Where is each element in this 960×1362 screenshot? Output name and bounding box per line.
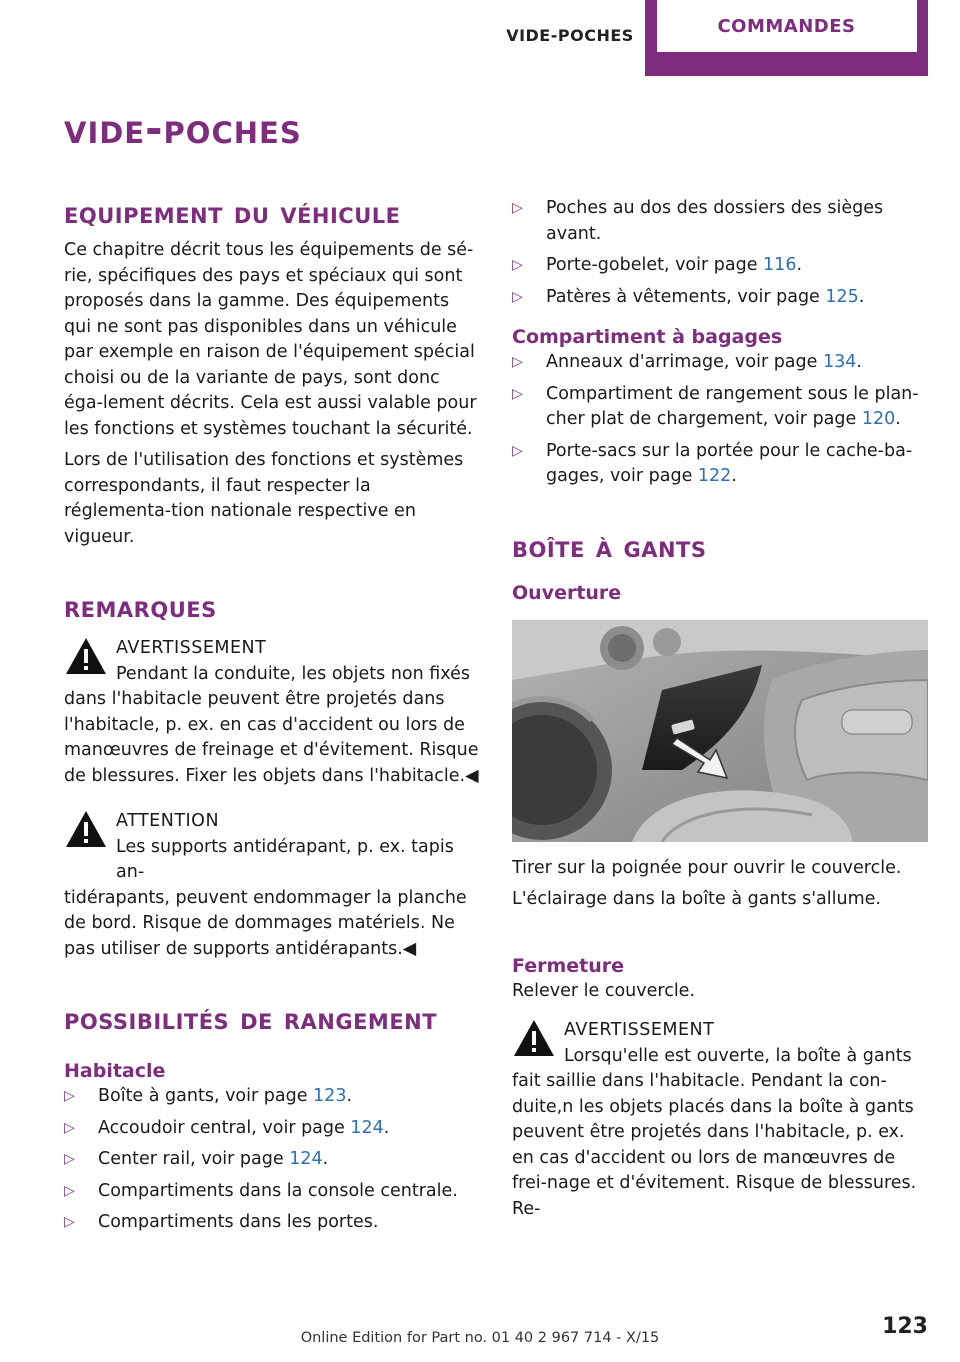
- left-column: [64, 196, 480, 1242]
- list-item: ▷ Patères à vêtements, voir page 125.: [512, 285, 928, 311]
- habitacle-list-continued: [512, 196, 928, 310]
- warning-2-first-line: Les supports antidérapant, p. ex. tapis an‐: [116, 836, 454, 882]
- list-item: ▷ Accoudoir central, voir page 124.: [64, 1116, 480, 1142]
- habitacle-heading: Habitacle: [64, 1060, 166, 1082]
- fermeture-heading: Fermeture: [512, 954, 625, 977]
- right-column: [512, 196, 928, 1222]
- header-tab-chapter-label: COMMANDES: [657, 0, 917, 52]
- warning-box-2: [64, 809, 480, 962]
- equipment-paragraph-2: Lors de l'utilisation des fonctions et systèmes correspondants, il faut respecter la réglementa‐tion nationale respective en vigueur.: [64, 450, 464, 547]
- warning-box-3: [512, 1018, 928, 1222]
- page-title: vide-poches: [64, 104, 302, 153]
- warning-1-first-line: Pendant la conduite, les objets non fixés: [116, 663, 470, 684]
- list-item: ▷ Porte-sacs sur la portée pour le cache-ba‐gages, voir page 122.: [512, 440, 913, 486]
- warning-triangle-icon: [64, 809, 108, 849]
- page-number: 123: [882, 1314, 928, 1339]
- bagages-list: [512, 350, 928, 490]
- bullet-triangle-icon: ▷: [512, 354, 523, 370]
- bullet-triangle-icon: ▷: [64, 1151, 75, 1167]
- bullet-triangle-icon: ▷: [512, 442, 523, 459]
- ouverture-paragraph-1: Tirer sur la poignée pour ouvrir le couvercle.: [512, 857, 902, 878]
- list-item: ▷ Boîte à gants, voir page 123.: [64, 1084, 480, 1110]
- page-link[interactable]: 124: [289, 1149, 323, 1169]
- page-link[interactable]: 123: [313, 1086, 347, 1106]
- page-link[interactable]: 116: [763, 255, 797, 275]
- bullet-triangle-icon: ▷: [64, 1119, 75, 1136]
- bullet-triangle-icon: ▷: [512, 257, 523, 273]
- warning-triangle-icon: [64, 636, 108, 676]
- warning-box-1: [64, 636, 480, 789]
- warning-2-title: ATTENTION: [116, 811, 220, 831]
- warning-3-title: AVERTISSEMENT: [564, 1020, 715, 1040]
- bullet-triangle-icon: ▷: [512, 200, 523, 216]
- list-item: ▷ Anneaux d'arrimage, voir page 134.: [512, 350, 928, 376]
- warning-triangle-icon: [512, 1018, 556, 1058]
- bullet-triangle-icon: ▷: [64, 1214, 75, 1230]
- warning-3-first-line: Lorsqu'elle est ouverte, la boîte à gants: [564, 1045, 912, 1066]
- list-item: ▷ Poches au dos des dossiers des sièges avant.: [512, 198, 884, 244]
- bullet-triangle-icon: ▷: [512, 385, 523, 402]
- habitacle-list: [64, 1084, 480, 1236]
- list-item: ▷ Compartiments dans les portes.: [64, 1210, 480, 1236]
- header-tab-section: VIDE-POCHES: [506, 25, 634, 45]
- footer-edition: Online Edition for Part no. 01 40 2 967 714 - X/15: [300, 1330, 660, 1346]
- page-link[interactable]: 124: [350, 1117, 384, 1138]
- warning-2-text: tidérapants, peuvent endommager la planche de bord. Risque de dommages matériels. Ne pas utiliser de supports antidérapants.◀: [64, 887, 467, 959]
- glovebox-photo: [512, 620, 928, 842]
- list-item: ▷ Compartiments dans la console centrale.: [64, 1179, 480, 1205]
- equipment-heading: equipement du véhicule: [64, 196, 401, 231]
- remarques-heading: remarques: [64, 590, 217, 625]
- rangement-heading: possibilités de rangement: [64, 1002, 438, 1037]
- fermeture-paragraph: Relever le couvercle.: [512, 980, 696, 1001]
- page-link[interactable]: 120: [861, 409, 896, 429]
- warning-1-title: AVERTISSEMENT: [116, 638, 267, 658]
- warning-1-text: dans l'habitacle peuvent être projetés dans l'habitacle, p. ex. en cas d'accident ou lors de manœuvres de freinage et d'évitement. Risque de blessures. Fixer les objets dans l'habitacle.◀: [64, 689, 479, 786]
- header-tab-chapter: [645, 0, 928, 76]
- page-link[interactable]: 125: [825, 286, 859, 307]
- boite-a-gants-heading: boîte à gants: [512, 529, 707, 565]
- warning-3-text: fait saillie dans l'habitacle. Pendant la con‐duite,n les objets placés dans la boîte à gants peuvent être projetés dans l'habitacle, p. ex. en cas d'accident ou lors de manœuvres de frei‐nage et d'évitement. Risque de blessures. Re‐: [512, 1071, 917, 1219]
- bullet-triangle-icon: ▷: [512, 288, 523, 305]
- bullet-triangle-icon: ▷: [64, 1182, 75, 1199]
- ouverture-heading: Ouverture: [512, 581, 622, 604]
- equipment-paragraph-1: Ce chapitre décrit tous les équipements de sé‐rie, spécifiques des pays et spéciaux qui sont proposés dans la gamme. Des équipements qui ne sont pas disponibles dans un véhicule par exemple en raison de l'équipement spécial choisi ou de la variante de pays, sont donc éga‐lement décrits. Cela est aussi valable pour les fonctions et systèmes touchant la sécurité.: [64, 240, 477, 439]
- bagages-heading: Compartiment à bagages: [512, 326, 783, 348]
- list-item: ▷ Compartiment de rangement sous le plan‐cher plat de chargement, voir page 120.: [512, 383, 919, 429]
- bullet-triangle-icon: ▷: [64, 1088, 75, 1104]
- list-item: ▷ Porte-gobelet, voir page 116.: [512, 253, 928, 279]
- glovebox-illustration: [512, 620, 928, 842]
- page-link[interactable]: 134: [822, 352, 857, 372]
- list-item: ▷ Center rail, voir page 124.: [64, 1147, 480, 1173]
- page-link[interactable]: 122: [697, 466, 732, 486]
- ouverture-paragraph-2: L'éclairage dans la boîte à gants s'allume.: [512, 889, 881, 909]
